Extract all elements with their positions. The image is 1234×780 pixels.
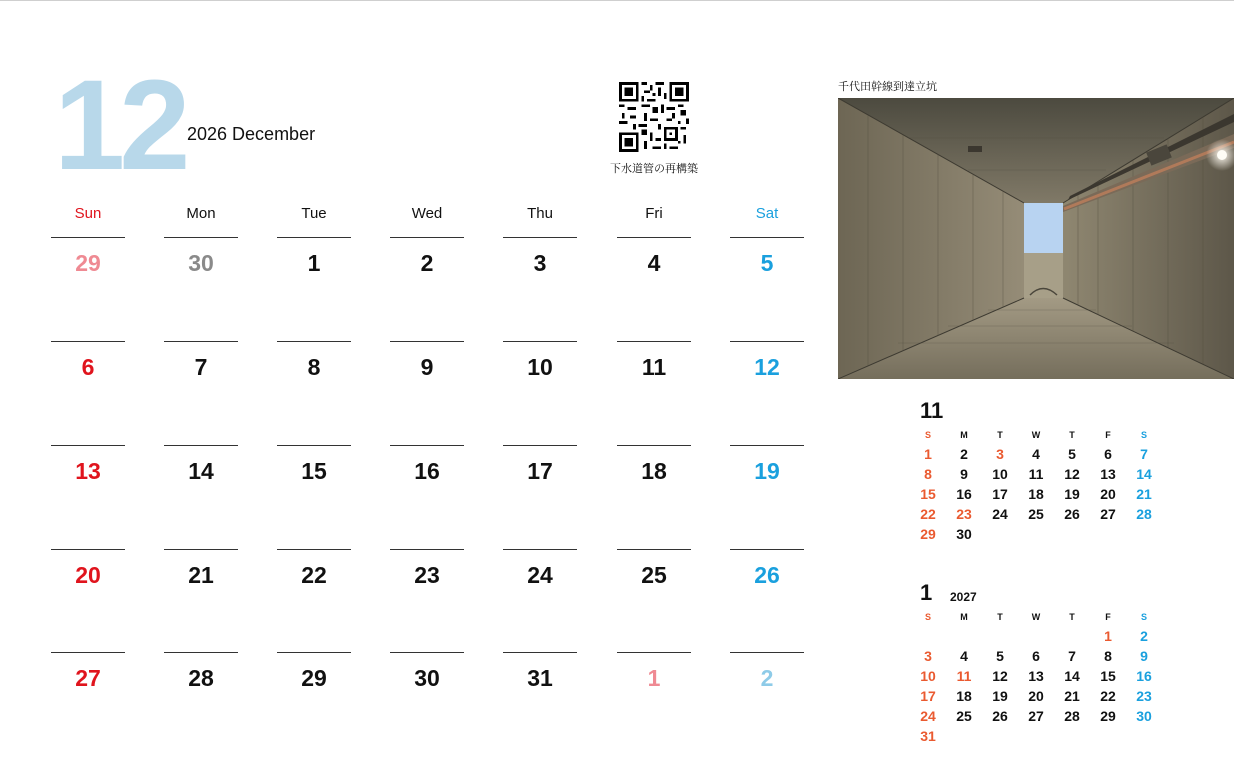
mini-day-number: 4 bbox=[960, 648, 968, 664]
mini-day-number: 24 bbox=[920, 708, 936, 724]
day-number: 25 bbox=[641, 562, 667, 588]
day-divider bbox=[730, 341, 804, 342]
mini-weekday-header: T bbox=[1069, 612, 1075, 622]
day-divider bbox=[51, 549, 125, 550]
mini-weekday-header: S bbox=[1140, 612, 1147, 622]
day-cell[interactable] bbox=[617, 445, 691, 485]
mini-weekday-header: T bbox=[1069, 430, 1075, 440]
day-number: 31 bbox=[527, 665, 553, 691]
day-cell[interactable] bbox=[51, 549, 125, 589]
day-number: 15 bbox=[301, 458, 327, 484]
day-cell[interactable] bbox=[503, 341, 577, 381]
mini-day-number: 10 bbox=[920, 668, 936, 684]
day-divider bbox=[730, 237, 804, 238]
day-number: 8 bbox=[307, 354, 321, 380]
mini-day-number: 15 bbox=[1100, 668, 1116, 684]
mini-day-number: 8 bbox=[1104, 648, 1112, 664]
mini-weekday-header: F bbox=[1105, 430, 1111, 440]
day-number: 22 bbox=[301, 562, 327, 588]
day-divider bbox=[390, 237, 464, 238]
mini-day-number: 5 bbox=[996, 648, 1004, 664]
day-number: 29 bbox=[301, 665, 327, 691]
day-number: 2 bbox=[420, 250, 434, 276]
day-cell[interactable] bbox=[730, 237, 804, 277]
day-number: 2 bbox=[760, 665, 774, 691]
photo-caption: 千代田幹線到達立坑 bbox=[838, 81, 937, 93]
mini-day-number: 29 bbox=[920, 526, 936, 542]
mini-day-number: 9 bbox=[960, 466, 968, 482]
qr-caption: 下水道管の再構築 bbox=[610, 163, 698, 175]
main-calendar-grid bbox=[51, 0, 811, 780]
day-number: 27 bbox=[75, 665, 101, 691]
mini-day-number: 8 bbox=[924, 466, 932, 482]
mini-weekday-header: S bbox=[924, 430, 931, 440]
mini-day-number: 2 bbox=[1140, 628, 1148, 644]
mini-day-number: 21 bbox=[1064, 688, 1080, 704]
mini-day-number: 13 bbox=[1028, 668, 1044, 684]
mini-day-number: 18 bbox=[1028, 486, 1044, 502]
day-cell[interactable] bbox=[390, 652, 464, 692]
mini-day-number: 28 bbox=[1136, 506, 1152, 522]
day-divider bbox=[617, 549, 691, 550]
day-divider bbox=[51, 652, 125, 653]
day-divider bbox=[390, 341, 464, 342]
mini-day-number: 17 bbox=[992, 486, 1008, 502]
day-cell[interactable] bbox=[730, 445, 804, 485]
day-cell[interactable] bbox=[617, 652, 691, 692]
day-number: 26 bbox=[754, 562, 780, 588]
day-divider bbox=[730, 445, 804, 446]
day-divider bbox=[503, 237, 577, 238]
mini-day-number: 4 bbox=[1032, 446, 1040, 462]
day-divider bbox=[164, 341, 238, 342]
mini-day-number: 19 bbox=[992, 688, 1008, 704]
mini-day-number: 15 bbox=[920, 486, 936, 502]
day-cell[interactable] bbox=[277, 445, 351, 485]
day-cell[interactable] bbox=[390, 341, 464, 381]
day-divider bbox=[617, 445, 691, 446]
day-divider bbox=[617, 652, 691, 653]
day-cell[interactable] bbox=[390, 549, 464, 589]
mini-day-number: 27 bbox=[1028, 708, 1044, 724]
mini-day-number: 22 bbox=[1100, 688, 1116, 704]
mini-day-number: 6 bbox=[1104, 446, 1112, 462]
shaft-photo bbox=[838, 98, 1234, 379]
day-number: 17 bbox=[527, 458, 553, 484]
day-cell[interactable] bbox=[503, 445, 577, 485]
day-divider bbox=[51, 341, 125, 342]
day-cell[interactable] bbox=[617, 237, 691, 277]
day-cell[interactable] bbox=[277, 237, 351, 277]
year-month-label: 2026 December bbox=[187, 124, 316, 144]
mini-day-number: 30 bbox=[956, 526, 972, 542]
mini-weekday-header: M bbox=[960, 612, 968, 622]
mini-day-number: 11 bbox=[1028, 466, 1044, 482]
mini-day-number: 17 bbox=[920, 688, 936, 704]
day-number: 7 bbox=[194, 354, 208, 380]
day-cell[interactable] bbox=[617, 549, 691, 589]
mini-day-number: 22 bbox=[920, 506, 936, 522]
mini-weekday-header: M bbox=[960, 430, 968, 440]
day-cell[interactable] bbox=[51, 237, 125, 277]
day-number: 29 bbox=[75, 250, 101, 276]
day-divider bbox=[277, 445, 351, 446]
day-divider bbox=[617, 237, 691, 238]
day-number: 18 bbox=[641, 458, 667, 484]
mini-month-number: 1 bbox=[920, 580, 933, 605]
day-number: 23 bbox=[414, 562, 440, 588]
day-cell[interactable] bbox=[503, 652, 577, 692]
mini-day-number: 12 bbox=[992, 668, 1008, 684]
day-divider bbox=[164, 549, 238, 550]
day-cell[interactable] bbox=[390, 237, 464, 277]
mini-day-number: 14 bbox=[1064, 668, 1080, 684]
day-divider bbox=[503, 652, 577, 653]
day-number: 3 bbox=[533, 250, 547, 276]
day-divider bbox=[503, 549, 577, 550]
day-number: 6 bbox=[81, 354, 95, 380]
mini-day-number: 5 bbox=[1068, 446, 1076, 462]
day-divider bbox=[277, 549, 351, 550]
mini-day-number: 13 bbox=[1100, 466, 1116, 482]
day-number: 11 bbox=[641, 354, 667, 380]
mini-weekday-header: W bbox=[1031, 430, 1041, 440]
mini-day-number: 31 bbox=[920, 728, 936, 744]
day-divider bbox=[503, 341, 577, 342]
month-number: 12 bbox=[54, 54, 185, 197]
day-divider bbox=[164, 652, 238, 653]
mini-day-number: 16 bbox=[956, 486, 972, 502]
mini-day-number: 23 bbox=[956, 506, 972, 522]
day-cell[interactable] bbox=[730, 549, 804, 589]
mini-weekday-header: T bbox=[997, 612, 1003, 622]
day-number: 24 bbox=[527, 562, 553, 588]
day-number: 19 bbox=[754, 458, 780, 484]
mini-day-number: 25 bbox=[956, 708, 972, 724]
day-cell[interactable] bbox=[277, 549, 351, 589]
mini-day-number: 9 bbox=[1140, 648, 1148, 664]
mini-day-number: 7 bbox=[1068, 648, 1076, 664]
day-number: 20 bbox=[75, 562, 101, 588]
weekday-header: Fri bbox=[645, 205, 663, 222]
day-divider bbox=[390, 445, 464, 446]
day-cell[interactable] bbox=[503, 237, 577, 277]
day-number: 14 bbox=[188, 458, 214, 484]
day-cell[interactable] bbox=[164, 445, 238, 485]
mini-day-number: 27 bbox=[1100, 506, 1116, 522]
mini-day-number: 1 bbox=[1104, 628, 1112, 644]
mini-day-number: 3 bbox=[924, 648, 932, 664]
day-divider bbox=[164, 445, 238, 446]
mini-year-label: 2027 bbox=[950, 590, 977, 604]
mini-day-number: 28 bbox=[1064, 708, 1080, 724]
mini-day-number: 6 bbox=[1032, 648, 1040, 664]
day-divider bbox=[730, 652, 804, 653]
day-divider bbox=[730, 549, 804, 550]
mini-day-number: 3 bbox=[996, 446, 1004, 462]
mini-day-number: 10 bbox=[992, 466, 1008, 482]
mini-day-number: 26 bbox=[1064, 506, 1080, 522]
mini-month-number: 11 bbox=[920, 398, 944, 423]
day-divider bbox=[277, 237, 351, 238]
day-divider bbox=[390, 549, 464, 550]
mini-day-number: 7 bbox=[1140, 446, 1148, 462]
mini-day-number: 25 bbox=[1028, 506, 1044, 522]
day-divider bbox=[51, 237, 125, 238]
day-divider bbox=[51, 445, 125, 446]
day-divider bbox=[277, 652, 351, 653]
mini-day-number: 12 bbox=[1064, 466, 1080, 482]
mini-day-number: 24 bbox=[992, 506, 1008, 522]
day-number: 30 bbox=[414, 665, 440, 691]
day-cell[interactable] bbox=[503, 549, 577, 589]
day-cell[interactable] bbox=[164, 341, 238, 381]
weekday-header: Tue bbox=[301, 205, 327, 222]
mini-day-number: 23 bbox=[1136, 688, 1152, 704]
mini-weekday-header: W bbox=[1031, 612, 1041, 622]
mini-day-number: 19 bbox=[1064, 486, 1080, 502]
mini-day-number: 2 bbox=[960, 446, 968, 462]
mini-day-number: 20 bbox=[1100, 486, 1116, 502]
day-cell[interactable] bbox=[390, 445, 464, 485]
day-number: 12 bbox=[754, 354, 780, 380]
day-number: 30 bbox=[188, 250, 214, 276]
mini-weekday-header: F bbox=[1105, 612, 1111, 622]
mini-day-number: 30 bbox=[1136, 708, 1152, 724]
day-divider bbox=[164, 237, 238, 238]
day-divider bbox=[503, 445, 577, 446]
day-number: 5 bbox=[760, 250, 774, 276]
day-number: 13 bbox=[75, 458, 101, 484]
day-cell[interactable] bbox=[617, 341, 691, 381]
mini-day-number: 26 bbox=[992, 708, 1008, 724]
weekday-header: Sun bbox=[74, 205, 102, 222]
day-cell[interactable] bbox=[51, 652, 125, 692]
day-number: 1 bbox=[307, 250, 321, 276]
mini-day-number: 1 bbox=[924, 446, 932, 462]
day-cell[interactable] bbox=[730, 652, 804, 692]
weekday-header: Wed bbox=[411, 205, 443, 222]
mini-day-number: 14 bbox=[1136, 466, 1152, 482]
weekday-header: Mon bbox=[186, 205, 216, 222]
day-divider bbox=[277, 341, 351, 342]
day-divider bbox=[617, 341, 691, 342]
mini-day-number: 21 bbox=[1136, 486, 1152, 502]
day-cell[interactable] bbox=[51, 445, 125, 485]
day-cell[interactable] bbox=[730, 341, 804, 381]
mini-weekday-header: S bbox=[924, 612, 931, 622]
mini-day-number: 29 bbox=[1100, 708, 1116, 724]
day-cell[interactable] bbox=[164, 237, 238, 277]
mini-day-number: 11 bbox=[956, 668, 972, 684]
day-cell[interactable] bbox=[164, 549, 238, 589]
day-number: 16 bbox=[414, 458, 440, 484]
mini-weekday-header: T bbox=[997, 430, 1003, 440]
day-cell[interactable] bbox=[51, 341, 125, 381]
day-cell[interactable] bbox=[277, 652, 351, 692]
weekday-header: Thu bbox=[527, 205, 553, 222]
day-cell[interactable] bbox=[164, 652, 238, 692]
mini-day-number: 18 bbox=[956, 688, 972, 704]
day-number: 21 bbox=[188, 562, 214, 588]
weekday-header: Sat bbox=[755, 205, 779, 222]
mini-day-number: 16 bbox=[1136, 668, 1152, 684]
mini-day-number: 20 bbox=[1028, 688, 1044, 704]
day-number: 4 bbox=[647, 250, 661, 276]
day-number: 10 bbox=[527, 354, 553, 380]
day-number: 28 bbox=[188, 665, 214, 691]
day-cell[interactable] bbox=[277, 341, 351, 381]
day-number: 1 bbox=[647, 665, 661, 691]
day-divider bbox=[390, 652, 464, 653]
mini-weekday-header: S bbox=[1140, 430, 1147, 440]
day-number: 9 bbox=[420, 354, 434, 380]
